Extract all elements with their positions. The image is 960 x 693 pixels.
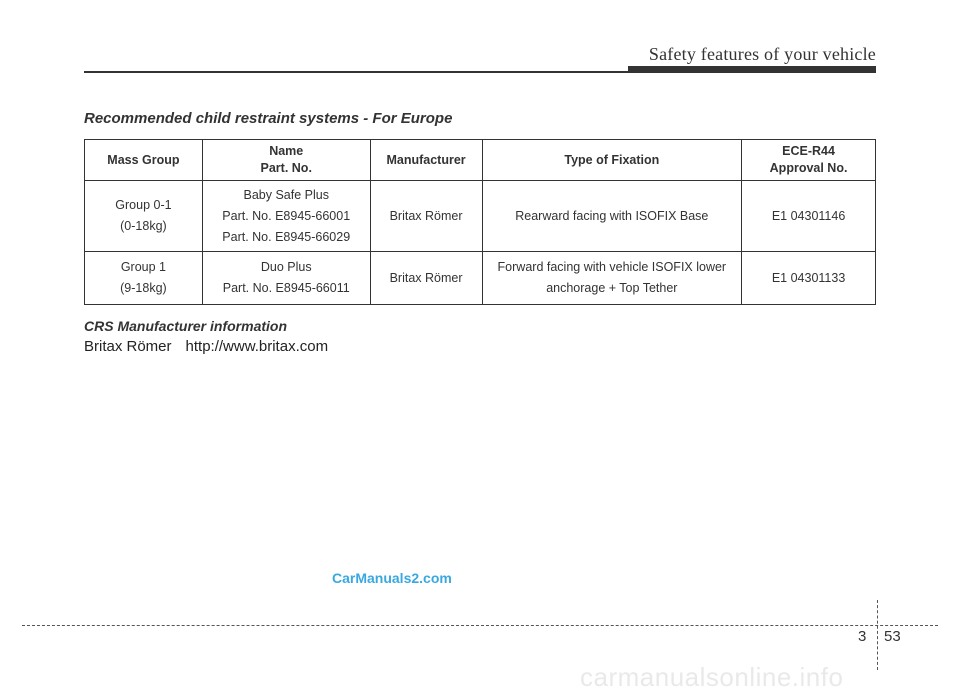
table-cell <box>370 181 482 252</box>
table-cell <box>85 181 203 252</box>
header-line: Approval No. <box>769 161 848 175</box>
cell-line: Part. No. E8945-66011 <box>222 281 350 295</box>
footer-divider <box>877 600 878 670</box>
cell-line: Forward facing with vehicle ISOFIX lower <box>497 260 727 274</box>
page-header-title: Safety features of your vehicle <box>648 44 876 64</box>
manufacturer-info-line <box>84 338 328 355</box>
bottom-watermark: carmanualsonline.info <box>580 662 844 692</box>
table-cell <box>482 252 742 305</box>
header-line: Type of Fixation <box>564 152 660 167</box>
footer-rule <box>22 625 938 626</box>
cell-line: anchorage + Top Tether <box>546 281 678 295</box>
table-cell <box>85 252 203 305</box>
cell-line: Group 1 <box>120 260 166 274</box>
header-line: Mass Group <box>107 152 180 167</box>
table-header-cell <box>482 140 742 181</box>
manufacturer-url[interactable]: http://www.britax.com <box>185 338 329 355</box>
table-cell <box>202 181 370 252</box>
page-number: 53 <box>884 628 901 645</box>
cell-line: (0-18kg) <box>120 219 167 233</box>
cell-line: Baby Safe Plus <box>243 187 329 202</box>
table-cell <box>742 252 876 305</box>
table-row <box>85 181 876 252</box>
table-cell <box>370 252 482 305</box>
manufacturer-info-title: CRS Manufacturer information <box>84 318 288 334</box>
cell-line: Group 0-1 <box>115 198 172 212</box>
table-header-cell <box>742 140 876 181</box>
header-line: Part. No. <box>260 161 312 175</box>
cell-line: Part. No. E8945-66029 <box>222 229 351 244</box>
table-header-cell <box>202 140 370 181</box>
header-rule-accent <box>628 66 876 72</box>
header-line: ECE-R44 <box>782 144 835 158</box>
table-header-cell <box>370 140 482 181</box>
cell-line: Britax Römer <box>389 208 463 223</box>
cell-line: Part. No. E8945-66001 <box>222 208 351 223</box>
cell-line: Rearward facing with ISOFIX Base <box>515 208 709 223</box>
manufacturer-name: Britax Römer <box>84 338 172 355</box>
section-title: Recommended child restraint systems - For Europe <box>84 110 453 127</box>
cell-line: Duo Plus <box>260 260 312 274</box>
watermark-logo: CarManuals2.com <box>332 570 452 586</box>
table-header-row <box>85 140 876 181</box>
cell-line: E1 04301146 <box>771 208 846 223</box>
table-cell <box>742 181 876 252</box>
table-cell <box>482 181 742 252</box>
cell-line: (9-18kg) <box>120 281 167 295</box>
table-row <box>85 252 876 305</box>
header-line: Name <box>269 144 304 158</box>
cell-line: Britax Römer <box>389 270 463 285</box>
header-line: Manufacturer <box>386 152 466 167</box>
cell-line: E1 04301133 <box>771 270 846 285</box>
table-cell <box>202 252 370 305</box>
table-header-cell <box>85 140 203 181</box>
chapter-number: 3 <box>858 628 867 645</box>
child-restraint-table <box>84 139 876 305</box>
